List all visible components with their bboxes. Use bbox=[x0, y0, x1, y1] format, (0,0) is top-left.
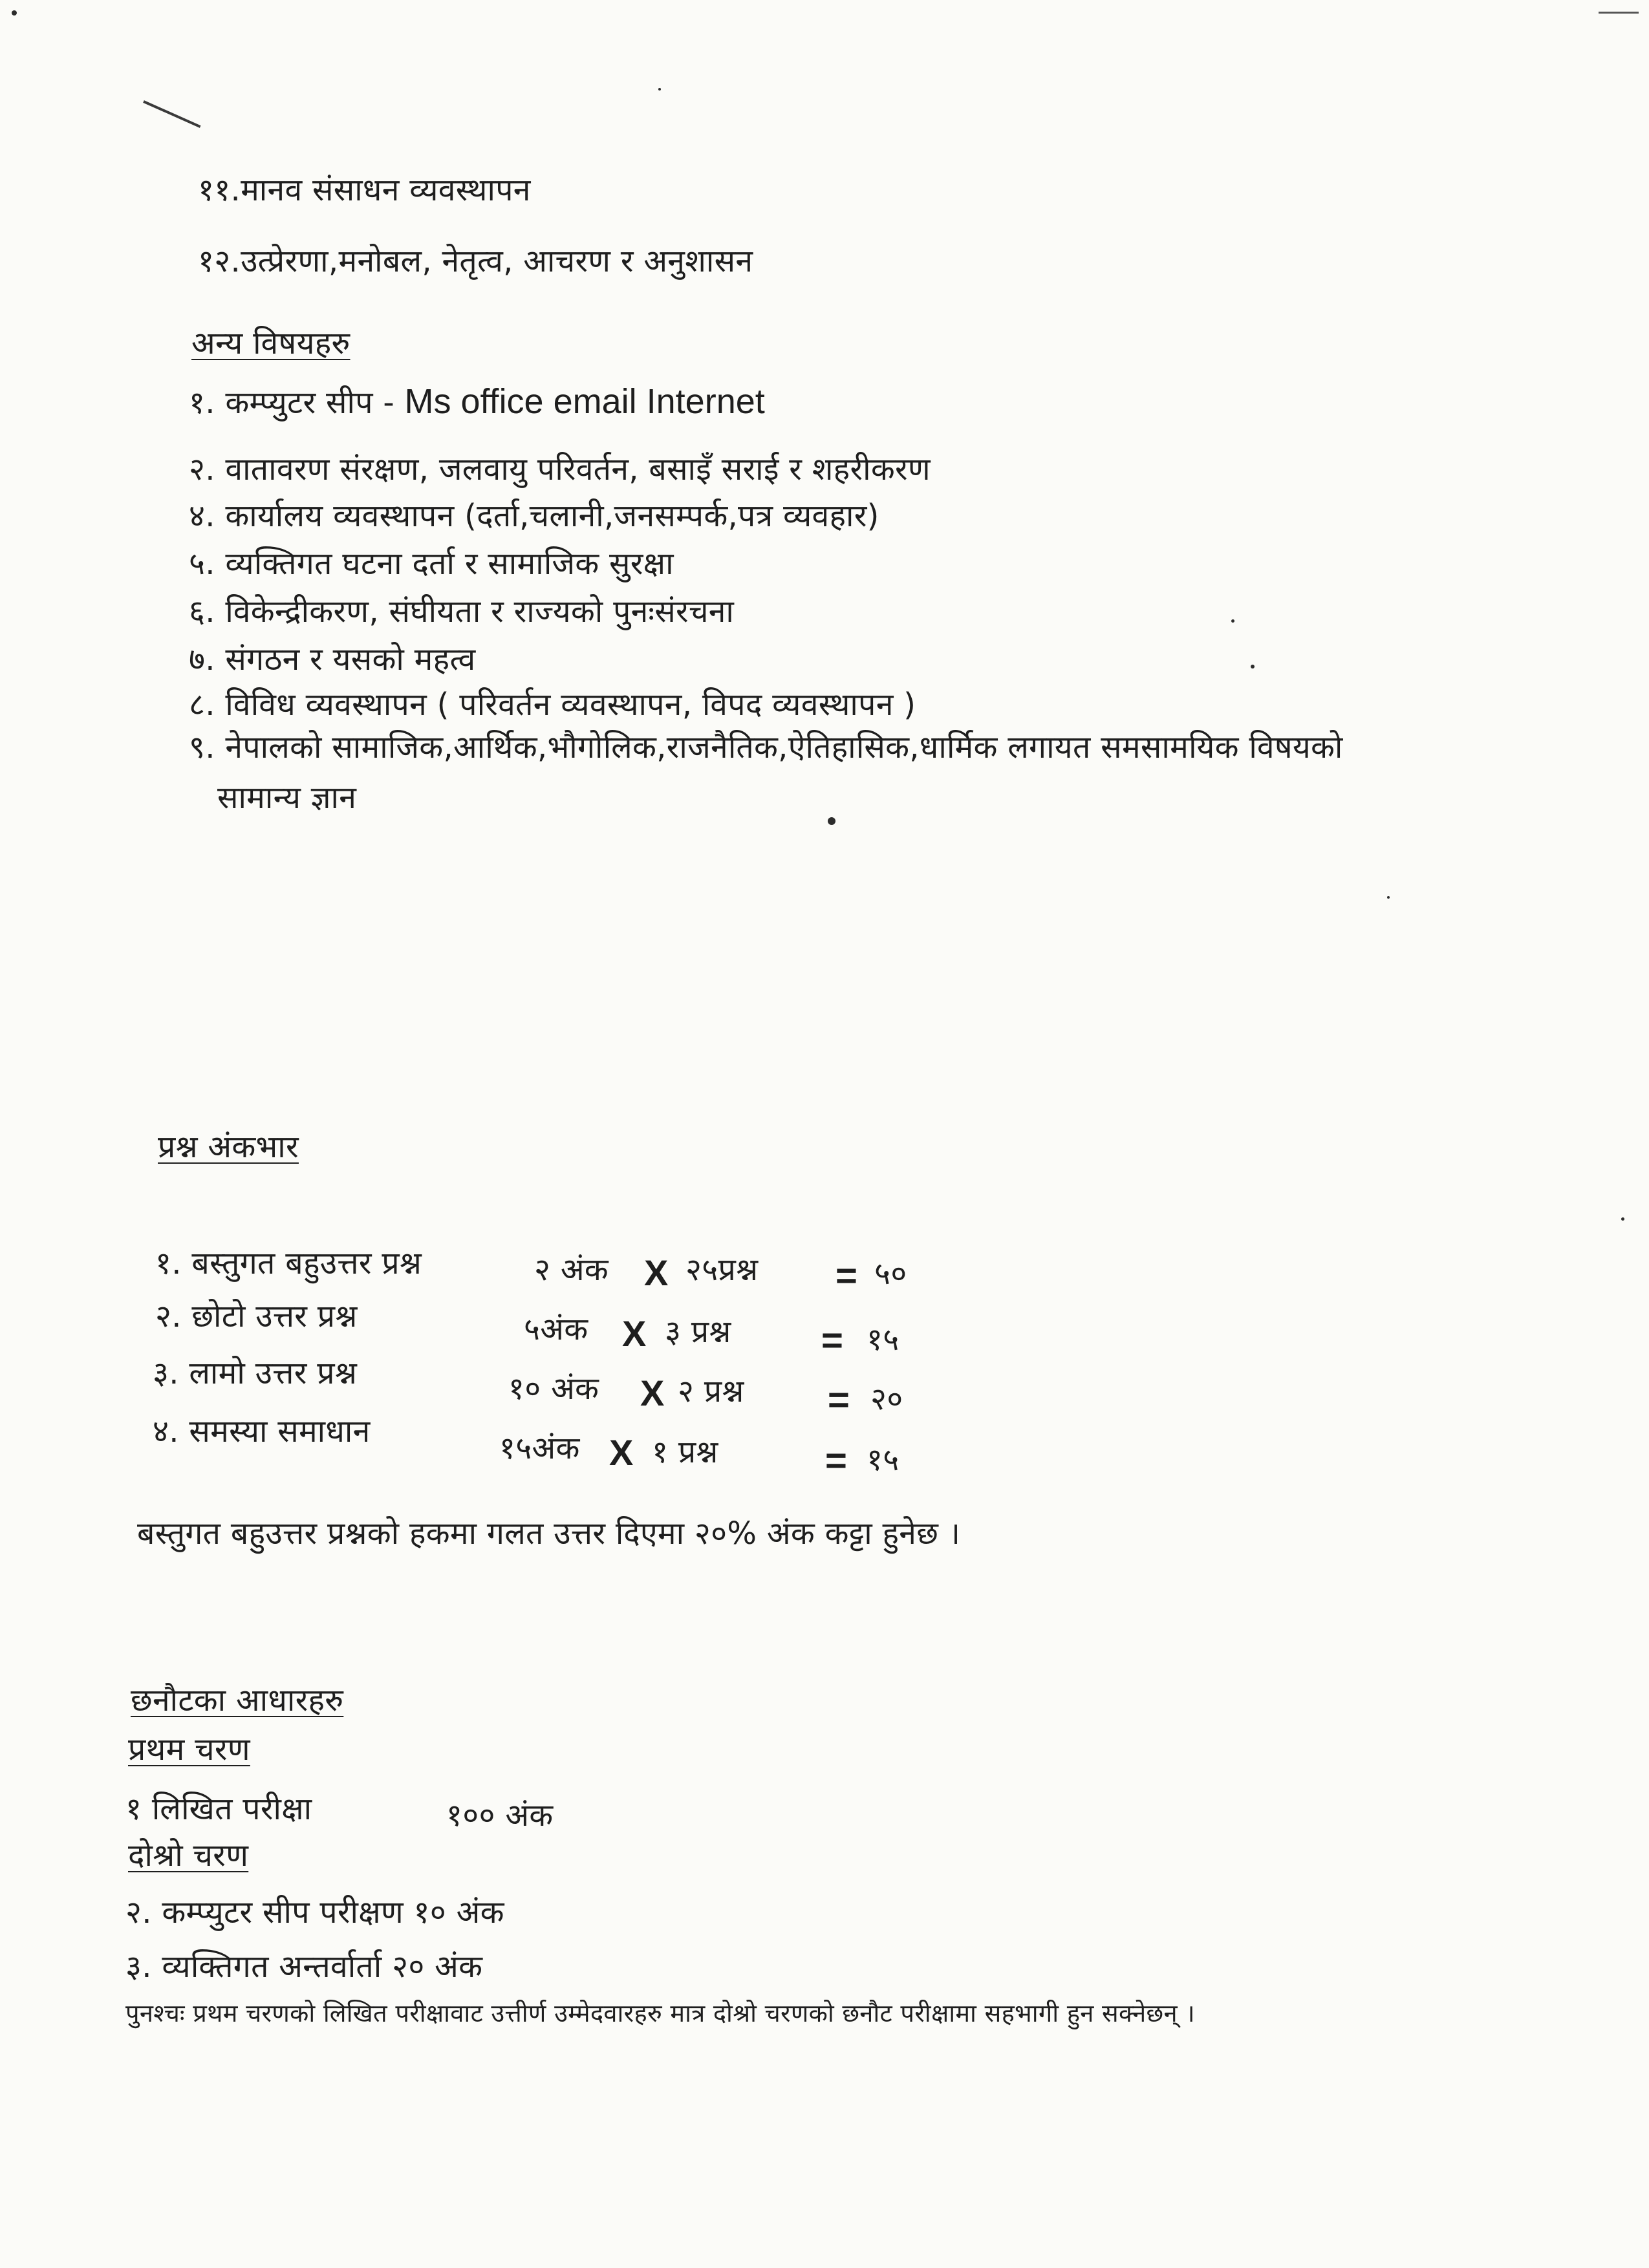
marks-row-3-label: ३. लामो उत्तर प्रश्न bbox=[153, 1355, 358, 1391]
negative-marking-note: बस्तुगत बहुउत्तर प्रश्नको हकमा गलत उत्तर दिएमा २०% अंक कट्टा हुनेछ । bbox=[137, 1515, 961, 1552]
marks-row-3-questions: २ प्रश्न bbox=[678, 1373, 744, 1409]
top-left-scan-dot bbox=[12, 10, 17, 16]
other-subjects-item-9: ९. नेपालको सामाजिक,आर्थिक,भौगोलिक,राजनैतिक,ऐतिहासिक,धार्मिक लगायत समसामयिक विषयको bbox=[189, 729, 1343, 765]
other-subjects-item-9-continuation: सामान्य ज्ञान bbox=[217, 780, 357, 816]
marks-row-2-marks: ५अंक bbox=[524, 1311, 588, 1347]
written-exam-marks: १०० अंक bbox=[446, 1797, 554, 1834]
marks-row-3-marks: १० अंक bbox=[508, 1371, 599, 1407]
other-subjects-item-7: ७. संगठन र यसको महत्व bbox=[189, 641, 476, 678]
other-subjects-heading: अन्य विषयहरु bbox=[191, 325, 350, 361]
marks-row-1-questions: २५प्रश्न bbox=[685, 1252, 759, 1288]
marks-row-2-total: १५ bbox=[867, 1321, 900, 1358]
speck bbox=[1621, 1217, 1624, 1221]
speck bbox=[658, 88, 661, 91]
computer-skill-label: १. कम्प्युटर सीप - bbox=[189, 385, 394, 421]
marks-row-1-times: X bbox=[644, 1252, 669, 1293]
marks-section-heading: प्रश्न अंकभार bbox=[158, 1129, 299, 1165]
top-list-item-11: ११.मानव संसाधन व्यवस्थापन bbox=[198, 172, 531, 208]
computer-skill-tools: Ms office email Internet bbox=[404, 382, 765, 421]
marks-row-2-equals: = bbox=[821, 1320, 843, 1362]
marks-row-3-equals: = bbox=[828, 1379, 850, 1421]
other-subjects-item-5: ५. व्यक्तिगत घटना दर्ता र सामाजिक सुरक्षा bbox=[189, 546, 674, 582]
marks-row-1-equals: = bbox=[835, 1255, 857, 1297]
marks-row-4-marks: १५अंक bbox=[499, 1430, 580, 1466]
selection-basis-heading: छनौटका आधारहरु bbox=[131, 1682, 344, 1718]
marks-row-4-questions: १ प्रश्न bbox=[652, 1434, 718, 1470]
other-subjects-item-6: ६. विकेन्द्रीकरण, संघीयता र राज्यको पुनःसंरचना bbox=[189, 594, 735, 630]
marks-row-2-label: २. छोटो उत्तर प्रश्न bbox=[155, 1298, 358, 1334]
marks-row-2-times: X bbox=[622, 1313, 647, 1354]
other-subjects-item-1 bbox=[189, 383, 765, 421]
marks-row-2-questions: ३ प्रश्न bbox=[665, 1314, 731, 1350]
marks-row-4-times: X bbox=[609, 1432, 634, 1473]
top-right-edge-line bbox=[1599, 12, 1639, 14]
speck bbox=[1387, 896, 1390, 899]
top-list-item-12: १२.उत्प्रेरणा,मनोबल, नेतृत्व, आचरण र अनुशासन bbox=[198, 243, 753, 279]
marks-row-4-label: ४. समस्या समाधान bbox=[153, 1413, 371, 1450]
marks-row-4-equals: = bbox=[825, 1440, 847, 1482]
postscript-note: पुनश्चः प्रथम चरणको लिखित परीक्षावाट उत्तीर्ण उम्मेदवारहरु मात्र दोश्रो चरणको छनौट परीक्षामा सहभागी हुन सक्नेछन् । bbox=[125, 1999, 1195, 2027]
other-subjects-item-2: २. वातावरण संरक्षण, जलवायु परिवर्तन, बसाइँ सराई र शहरीकरण bbox=[189, 451, 931, 487]
written-exam-label: १ लिखित परीक्षा bbox=[125, 1791, 312, 1827]
marks-row-1-label: १. बस्तुगत बहुउत्तर प्रश्न bbox=[155, 1245, 422, 1281]
second-stage-heading: दोश्रो चरण bbox=[128, 1837, 249, 1874]
computer-skill-test: २. कम्प्युटर सीप परीक्षण १० अंक bbox=[125, 1894, 504, 1931]
first-stage-heading: प्रथम चरण bbox=[128, 1731, 250, 1768]
marks-row-4-total: १५ bbox=[867, 1442, 900, 1478]
other-subjects-item-8: ८. विविध व्यवस्थापन ( परिवर्तन व्यवस्थापन, विपद व्यवस्थापन ) bbox=[189, 687, 916, 723]
speck bbox=[828, 817, 835, 825]
speck bbox=[1231, 619, 1234, 623]
scan-mark-top-left bbox=[143, 100, 200, 128]
marks-row-3-total: २० bbox=[870, 1381, 903, 1417]
marks-row-1-total: ५० bbox=[874, 1256, 907, 1292]
personal-interview: ३. व्यक्तिगत अन्तर्वार्ता २० अंक bbox=[125, 1949, 483, 1985]
other-subjects-item-4: ४. कार्यालय व्यवस्थापन (दर्ता,चलानी,जनसम्पर्क,पत्र व्यवहार) bbox=[189, 498, 879, 534]
speck bbox=[1251, 665, 1255, 669]
marks-row-3-times: X bbox=[640, 1373, 665, 1413]
marks-row-1-marks: २ अंक bbox=[534, 1252, 609, 1288]
